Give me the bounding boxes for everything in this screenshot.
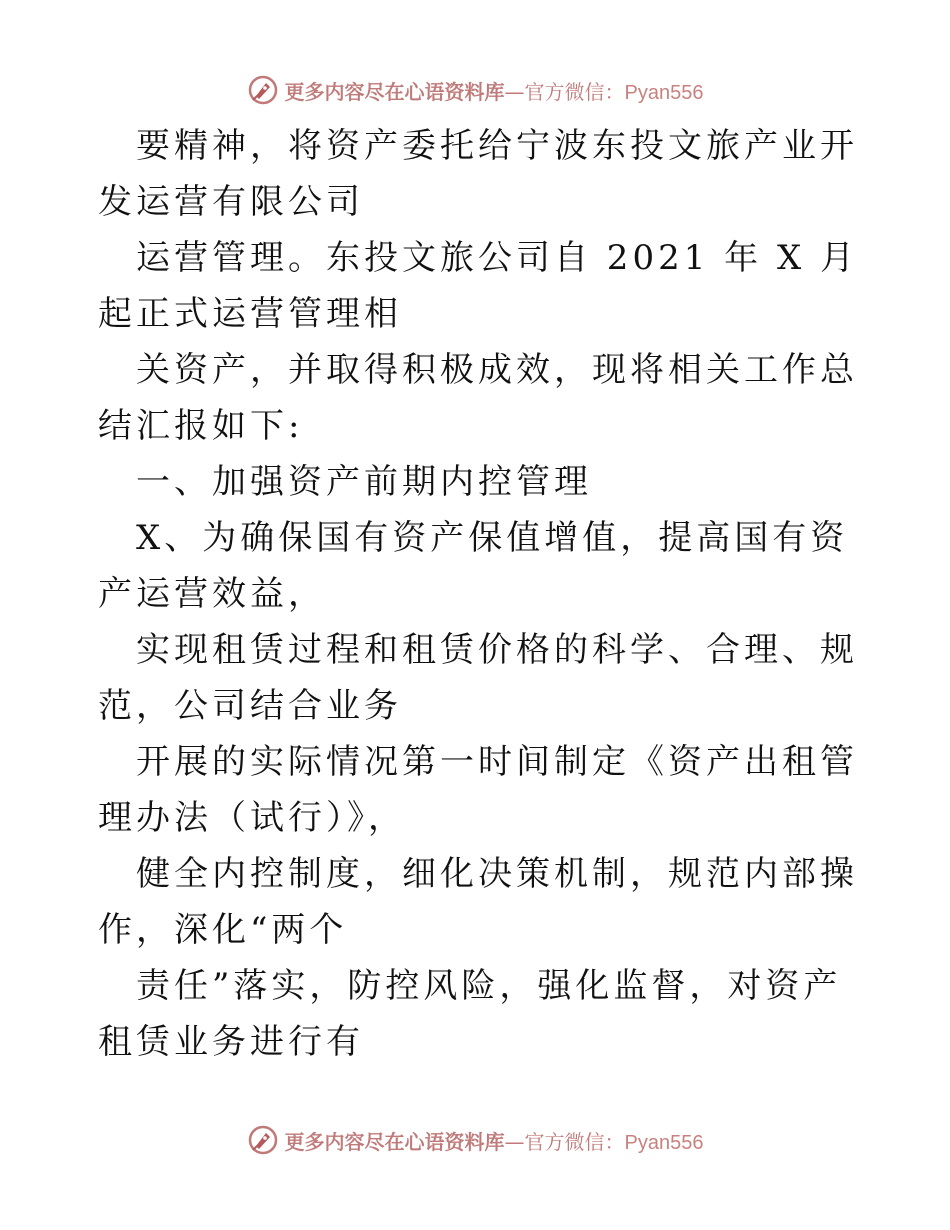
pen-nib-icon: [247, 1124, 279, 1156]
paragraph: 健全内控制度，细化决策机制，规范内部操作，深化“两个: [98, 854, 858, 950]
watermark-dash: —: [504, 1129, 525, 1154]
watermark-label: 官方微信：: [524, 79, 625, 104]
watermark-handle: Pyan556: [624, 81, 704, 104]
paragraph: 要精神，将资产委托给宁波东投文旅产业开发运营有限公司: [98, 126, 858, 222]
watermark-label: 官方微信：: [524, 1129, 625, 1154]
pen-nib-icon: [247, 74, 279, 106]
paragraph: X、为确保国有资产保值增值，提高国有资产运营效益，: [98, 518, 849, 614]
section-heading: 一、加强资产前期内控管理: [136, 462, 592, 502]
paragraph: 运营管理。东投文旅公司自 2021 年 X 月起正式运营管理相: [98, 238, 858, 334]
paragraph: 开展的实际情况第一时间制定《资产出租管理办法（试行）》，: [98, 742, 858, 838]
watermark-main: 更多内容尽在心语资料库: [284, 79, 505, 104]
paragraph: 实现租赁过程和租赁价格的科学、合理、规范，公司结合业务: [98, 630, 858, 726]
watermark-text: [285, 76, 704, 105]
watermark-handle: Pyan556: [624, 1131, 704, 1154]
paragraph: 责任”落实，防控风险，强化监督，对资产租赁业务进行有: [98, 966, 842, 1062]
watermark-main: 更多内容尽在心语资料库: [284, 1129, 505, 1154]
document-body: [98, 118, 858, 1070]
paragraph: 关资产，并取得积极成效，现将相关工作总结汇报如下:: [98, 350, 858, 446]
header-watermark: [0, 70, 950, 110]
watermark-dash: —: [504, 79, 525, 104]
watermark-text: [285, 1126, 704, 1155]
footer-watermark: [0, 1120, 950, 1160]
